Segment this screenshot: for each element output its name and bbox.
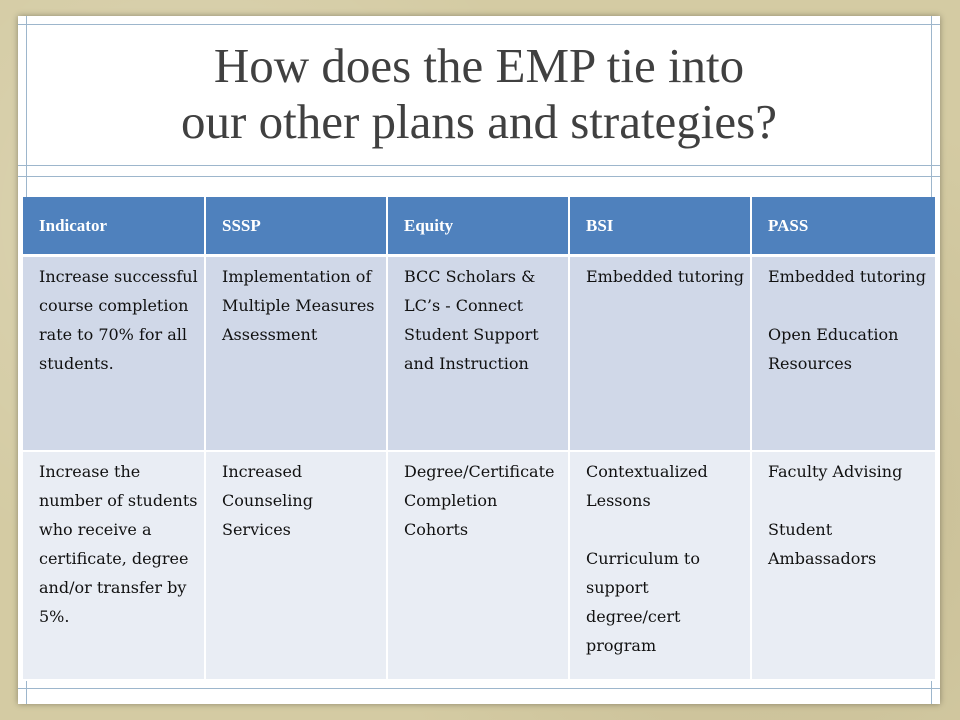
header-bsi: BSI xyxy=(569,197,751,256)
cell-bsi: Contextualized Lessons Curriculum to support degree/cert program xyxy=(569,451,751,680)
title-line-2: our other plans and strategies? xyxy=(181,94,777,149)
title-rule xyxy=(18,165,940,166)
table-row xyxy=(23,451,935,680)
cell-pass: Faculty Advising Student Ambassadors xyxy=(751,451,935,680)
table-row xyxy=(23,256,935,452)
cell-indicator: Increase successful course completion rate to 70% for all students. xyxy=(23,256,205,452)
cell-pass: Embedded tutoring Open Education Resources xyxy=(751,256,935,452)
cell-equity: BCC Scholars & LC’s - Connect Student Support and Instruction xyxy=(387,256,569,452)
slide-title xyxy=(18,38,940,150)
header-pass: PASS xyxy=(751,197,935,256)
plans-table xyxy=(23,197,935,681)
cell-sssp: Increased Counseling Services xyxy=(205,451,387,680)
table-header-row xyxy=(23,197,935,256)
title-line-1: How does the EMP tie into xyxy=(213,38,745,93)
header-indicator: Indicator xyxy=(23,197,205,256)
cell-sssp: Implementation of Multiple Measures Assessment xyxy=(205,256,387,452)
header-equity: Equity xyxy=(387,197,569,256)
top-rule xyxy=(18,24,940,25)
cell-indicator: Increase the number of students who receive a certificate, degree and/or transfer by 5%. xyxy=(23,451,205,680)
cell-equity: Degree/Certificate Completion Cohorts xyxy=(387,451,569,680)
slide xyxy=(18,16,940,704)
header-sssp: SSSP xyxy=(205,197,387,256)
bottom-rule xyxy=(18,688,940,689)
cell-bsi: Embedded tutoring xyxy=(569,256,751,452)
title-rule-lower xyxy=(18,176,940,177)
